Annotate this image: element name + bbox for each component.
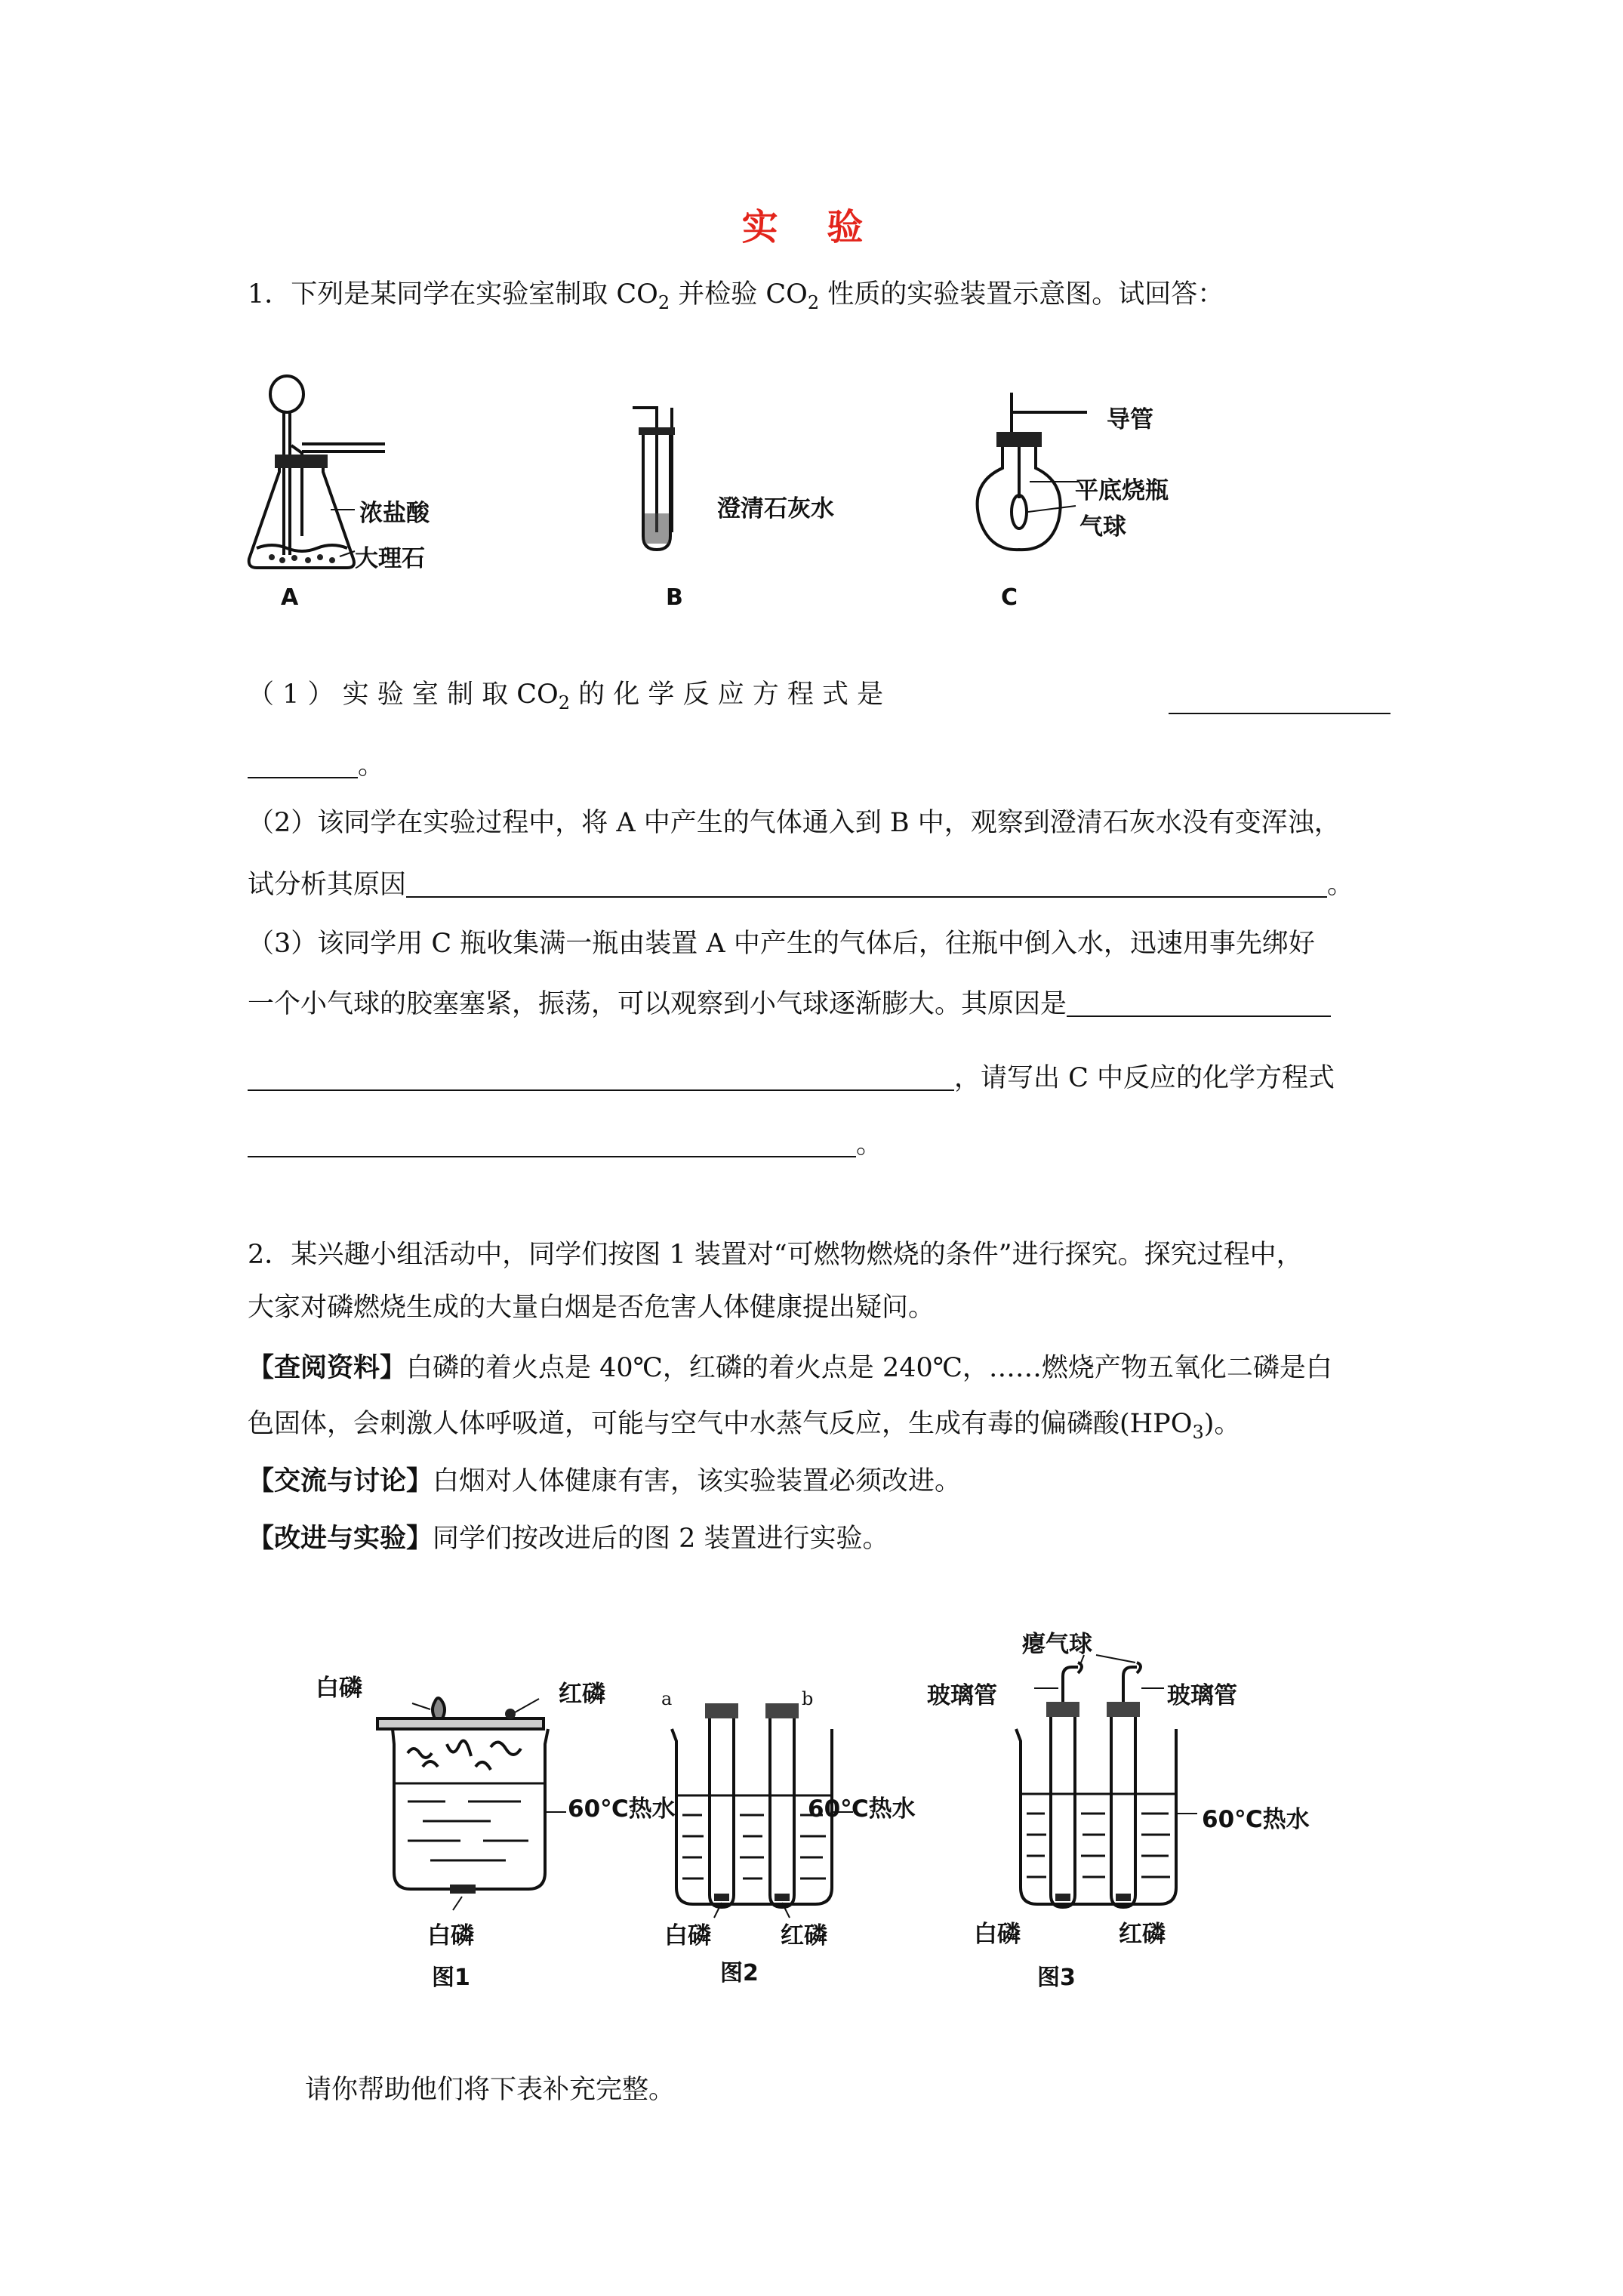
- label-marble: 大理石: [355, 545, 425, 572]
- label-b: B: [666, 584, 683, 611]
- label-c: C: [1001, 584, 1018, 611]
- answer-blank-3b[interactable]: [248, 1067, 524, 1091]
- q2-discussion: 【交流与讨论】白烟对人体健康有害，该实验装置必须改进。: [248, 1465, 962, 1496]
- q1-part1: （ 1 ） 实 验 室 制 取 $CO_2$ 的 化 学 反 应 方 程 式 是: [248, 680, 884, 713]
- q1-part3-line1: （3）该同学用 C 瓶收集满一瓶由装置 A 中产生的气体后，往瓶中倒入水，迅速用事先绑好: [248, 929, 1315, 959]
- page-title: 实 验: [741, 206, 882, 248]
- fig3-caption: 图3: [1037, 1965, 1076, 1991]
- fig2-caption: 图2: [720, 1960, 759, 1986]
- label-tube: 导管: [1107, 406, 1153, 433]
- fig3-label-glass-tube-right: 玻璃管: [1167, 1682, 1237, 1709]
- q2-line2: 大家对磷燃烧生成的大量白烟是否危害人体健康提出疑问。: [248, 1293, 935, 1323]
- answer-blank-1b[interactable]: [248, 754, 358, 778]
- q1-intro: 1．下列是某同学在实验室制取 $CO_2$ 并检验 $CO_2$ 性质的实验装置示意图。试回答：: [248, 279, 1224, 313]
- fig2-label-white-p: 白磷: [664, 1922, 711, 1949]
- q1-part3-line2: 一个小气球的胶塞塞紧，振荡，可以观察到小气球逐渐膨大。其原因是: [248, 988, 1331, 1021]
- answer-blank-3d[interactable]: [916, 1067, 954, 1091]
- label-limewater: 澄清石灰水: [717, 495, 834, 522]
- q2-reference-cont: 色固体，会刺激人体呼吸道，可能与空气中水蒸气反应，生成有毒的偏磷酸$(HPO_3)$。: [248, 1409, 1241, 1443]
- fig1-label-red-p: 红磷: [559, 1681, 605, 1708]
- fig3-label-white-p: 白磷: [974, 1921, 1021, 1948]
- q1-part3-line4: 。: [248, 1128, 882, 1161]
- fig2-label-a: a: [661, 1688, 673, 1709]
- fig3-label-balloon: 瘪气球: [1022, 1631, 1092, 1658]
- fig1-caption: 图1: [432, 1965, 470, 1991]
- answer-blank-2b[interactable]: [701, 874, 1327, 898]
- fig3-label-hot-water: 60℃热水: [1202, 1806, 1310, 1833]
- fig1-label-white-p-bottom: 白磷: [427, 1922, 474, 1949]
- answer-blank-3c[interactable]: [524, 1067, 916, 1091]
- q1-part2-line2: 试分析其原因 。: [248, 870, 1354, 900]
- label-flask: 平底烧瓶: [1075, 477, 1169, 504]
- answer-blank-2a[interactable]: [406, 874, 701, 898]
- label-hcl: 浓盐酸: [359, 500, 430, 527]
- answer-blank-3e[interactable]: [248, 1133, 856, 1157]
- q1-part3-line3: ，请写出 C 中反应的化学方程式: [248, 1062, 1335, 1095]
- q2-improvement: 【改进与实验】同学们按改进后的图 2 装置进行实验。: [248, 1523, 889, 1554]
- fig2-label-hot-water: 60℃热水: [808, 1795, 916, 1823]
- fig2-label-red-p: 红磷: [781, 1922, 827, 1949]
- q2-reference: 【查阅资料】白磷的着火点是 40℃，红磷的着火点是 240℃，……燃烧产物五氧化二磷是白: [248, 1352, 1332, 1383]
- label-a: A: [281, 584, 299, 611]
- q2-line1: 2．某兴趣小组活动中，同学们按图 1 装置对“可燃物燃烧的条件”进行探究。探究过程中，: [248, 1240, 1303, 1270]
- fig3-label-red-p: 红磷: [1119, 1921, 1166, 1948]
- figure-apparatus-b: [627, 400, 717, 559]
- label-balloon: 气球: [1079, 513, 1126, 541]
- fig1-label-hot-water: 60℃热水: [568, 1795, 676, 1823]
- q1-part2-line1: （2）该同学在实验过程中，将 A 中产生的气体通入到 B 中，观察到澄清石灰水没有变浑浊，: [248, 808, 1341, 838]
- figure-1-beaker: [377, 1691, 589, 1918]
- answer-blank-3a[interactable]: [1067, 993, 1331, 1017]
- q2-closing: 请你帮助他们将下表补充完整。: [305, 2075, 676, 2105]
- fig1-label-white-p: 白磷: [316, 1675, 362, 1702]
- answer-blank-1a[interactable]: [1169, 713, 1390, 714]
- fig2-label-b: b: [802, 1688, 814, 1709]
- q1-part1-cont: 。: [248, 749, 384, 782]
- fig3-label-glass-tube-left: 玻璃管: [927, 1682, 997, 1709]
